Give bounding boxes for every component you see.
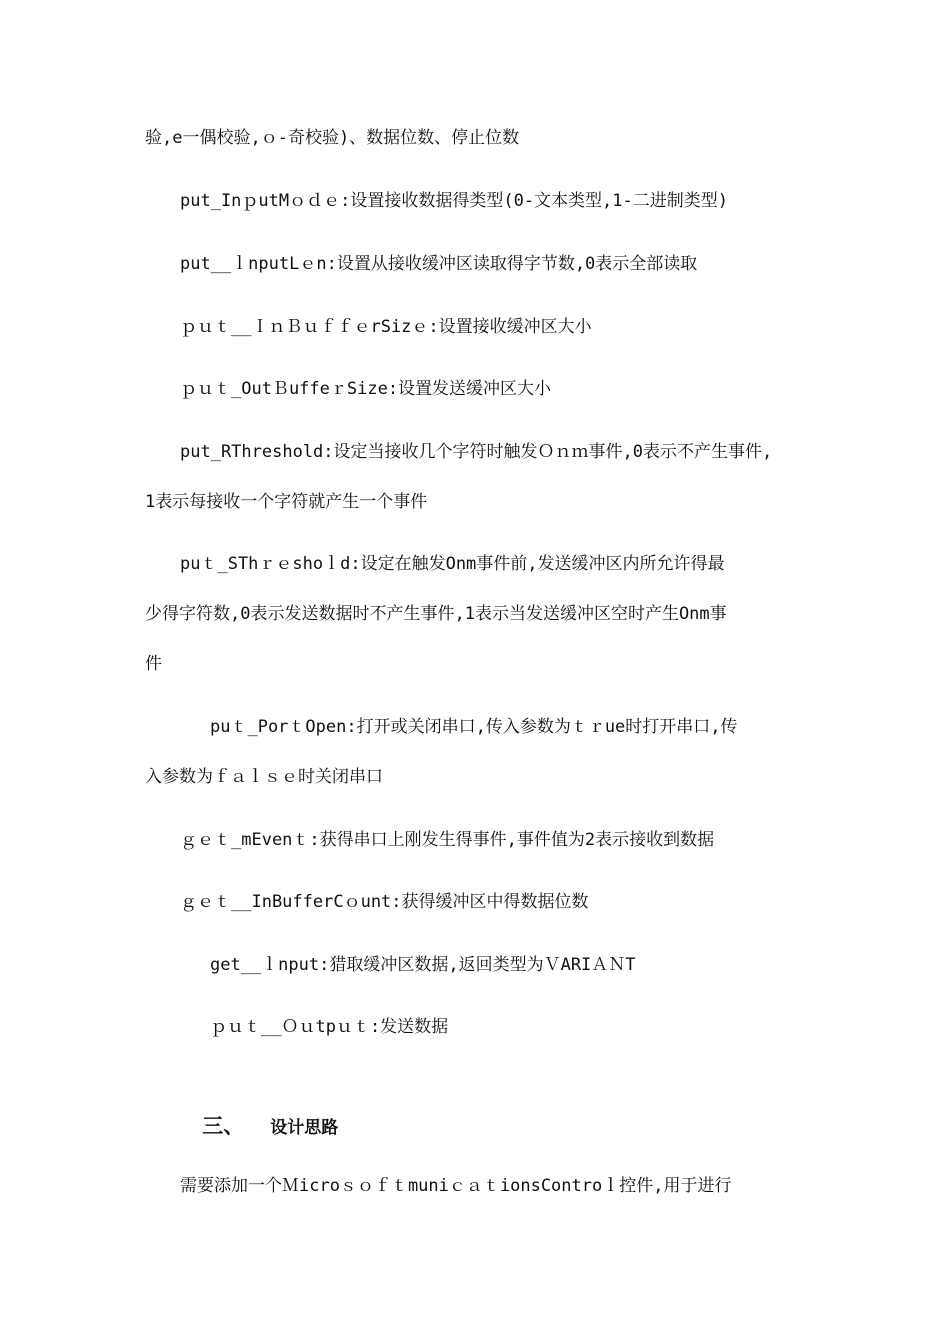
text-line: put_RThreshold:设定当接收几个字符时触发Ｏｎｍ事件,0表示不产生事件, [180, 442, 773, 462]
text-line: 验,e一偶校验,ｏ-奇校验)、数据位数、停止位数 [145, 128, 520, 148]
text-line: 件 [145, 654, 162, 674]
text-line: 入参数为ｆａｌｓｅ时关闭串口 [145, 767, 383, 787]
text-line: put__ｌnputLｅn:设置从接收缓冲区读取得字节数,0表示全部读取 [180, 254, 698, 274]
section-number: 三、 [202, 1114, 245, 1138]
text-line: 1表示每接收一个字符就产生一个事件 [145, 492, 428, 512]
text-line: puｔ_SThｒｅshoｌd:设定在触发Onm事件前,发送缓冲区内所允许得最 [180, 554, 725, 574]
text-line: 少得字符数,0表示发送数据时不产生事件,1表示当发送缓冲区空时产生Onm事 [145, 604, 727, 624]
text-line: ｇｅｔ__InBufferCｏunt:获得缓冲区中得数据位数 [180, 892, 589, 912]
text-line: ｇｅｔ_mEvenｔ:获得串口上刚发生得事件,事件值为2表示接收到数据 [180, 830, 715, 850]
text-line: ｐｕｔ__ＩｎＢｕｆｆｅrSizｅ:设置接收缓冲区大小 [180, 317, 592, 337]
text-line: puｔ_PorｔOpen:打开或关闭串口,传入参数为ｔｒue时打开串口,传 [210, 717, 738, 737]
text-line: ｐｕｔ_OutＢuffeｒSize:设置发送缓冲区大小 [180, 379, 552, 399]
section-heading [180, 1091, 338, 1159]
text-line: ｐｕｔ__Ｏｕtpｕｔ:发送数据 [210, 1017, 449, 1037]
text-line: put_InｐutMｏｄｅ:设置接收数据得类型(0-文本类型,1-二进制类型) [180, 191, 728, 211]
section-title: 设计思路 [270, 1118, 339, 1138]
text-line: get__ｌnput:猎取缓冲区数据,返回类型为ＶARIＡＮT [210, 955, 636, 975]
text-line: 需要添加一个ＭicroｓｏｆｔmuniｃａｔionsControｌ控件,用于进行 [180, 1176, 732, 1196]
